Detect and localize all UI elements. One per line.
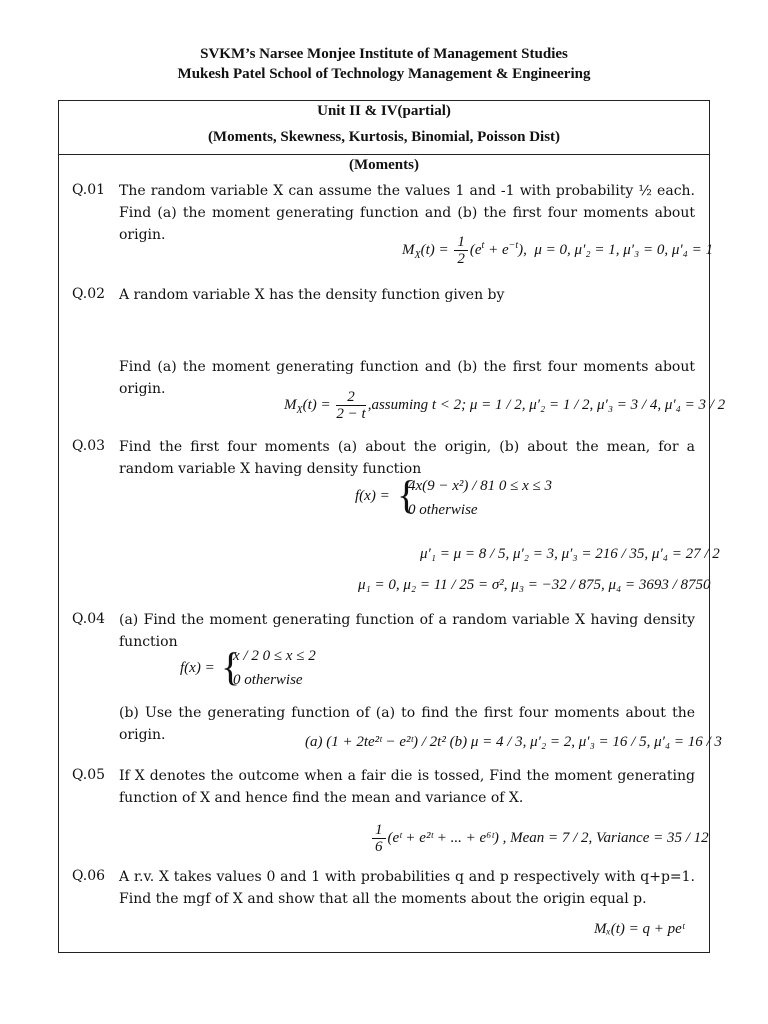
question-text: The random variable X can assume the values 1 and -1 with probability ½ each. Find (a) the moment generating function and (b) the first four moments about origin. — [119, 183, 695, 243]
piecewise-brace: { — [221, 644, 241, 689]
answer-q2-moments: ,assuming t < 2; μ = 1 / 2, μ′₂ = 1 / 2, μ′₃ = 3 / 4, μ′₄ = 3 / 2 — [367, 396, 726, 413]
question-number: Q.05 — [72, 767, 106, 783]
unit-title: Unit II & IV(partial) — [317, 103, 451, 119]
school-name: Mukesh Patel School of Technology Management & Engineering — [177, 66, 591, 82]
answer-q1-moments: μ = 0, μ′₂ = 1, μ′₃ = 0, μ′₄ = 1 — [534, 241, 713, 258]
density-case-1: x / 2 0 ≤ x ≤ 2 — [233, 648, 316, 664]
divider — [58, 154, 710, 155]
answer-q6: Mₓ(t) = q + peᵗ — [594, 921, 685, 937]
question-number: Q.02 — [72, 286, 106, 302]
question-text-continued: Find (a) the moment generating function and (b) the first four moments about origin. — [119, 359, 695, 397]
answer-q3-raw: μ′₁ = μ = 8 / 5, μ′₂ = 3, μ′₃ = 216 / 35, μ′₄ = 27 / 2 — [420, 546, 720, 562]
answer-q2: $M_X(t)$ = $\frac{2}{2 - t}$ ,assuming t < 2; μ = 1 / 2, μ′₂ = 1 / 2, μ′₃ = 3 / 4, μ′₄ = 3 / 2 — [284, 389, 726, 422]
answer-q1: $M_X(t)$ = $\frac{1}{2}$ $(e^t + e^{-t})$, μ = 0, μ′₂ = 1, μ′₃ = 0, μ′₄ = 1 — [402, 234, 713, 267]
question-text: (a) Find the moment generating function of a random variable X having density function — [119, 612, 695, 650]
institute-name: SVKM’s Narsee Monjee Institute of Management Studies — [200, 46, 568, 62]
question-text: A r.v. X takes values 0 and 1 with probabilities q and p respectively with q+p=1. Find the mgf of X and show that all the moments about the origin equal p. — [119, 869, 695, 907]
density-case-2: 0 otherwise — [233, 672, 303, 688]
section-title: (Moments) — [349, 157, 419, 173]
question-text-continued: (b) Use the generating function of (a) to find the first four moments about the origin. — [119, 705, 695, 743]
piecewise-brace: { — [397, 472, 417, 517]
answer-q3-central: μ₁ = 0, μ₂ = 11 / 25 = σ², μ₃ = −32 / 875, μ₄ = 3693 / 8750 — [358, 577, 711, 593]
question-number: Q.04 — [72, 611, 106, 627]
answer-q5-mgf: (eᵗ + e²ᵗ + ... + e⁶ᵗ) , Mean = 7 / 2, Variance = 35 / 12 — [387, 829, 709, 846]
question-text: Find the first four moments (a) about the origin, (b) about the mean, for a random variable X having density function — [119, 439, 695, 477]
unit-subtitle: (Moments, Skewness, Kurtosis, Binomial, Poisson Dist) — [207, 129, 561, 145]
answer-q4: (a) (1 + 2te²ᵗ − e²ᵗ) / 2t² (b) μ = 4 / 3, μ′₂ = 2, μ′₃ = 16 / 5, μ′₄ = 16 / 3 — [305, 734, 722, 750]
density-case-1: 4x(9 − x²) / 81 0 ≤ x ≤ 3 — [408, 478, 552, 494]
density-case-2: 0 otherwise — [408, 502, 478, 518]
question-text: A random variable X has the density function given by — [119, 287, 505, 303]
question-number: Q.06 — [72, 868, 106, 884]
question-text: If X denotes the outcome when a fair die is tossed, Find the moment generating function of X and hence find the mean and variance of X. — [119, 768, 695, 806]
question-number: Q.03 — [72, 438, 106, 454]
answer-q5: $\frac{1}{6}$ (eᵗ + e²ᵗ + ... + e⁶ᵗ) , Mean = 7 / 2, Variance = 35 / 12 — [370, 822, 709, 855]
density-label: f(x) = — [180, 660, 215, 676]
question-number: Q.01 — [72, 182, 106, 198]
density-label: f(x) = — [355, 488, 390, 504]
